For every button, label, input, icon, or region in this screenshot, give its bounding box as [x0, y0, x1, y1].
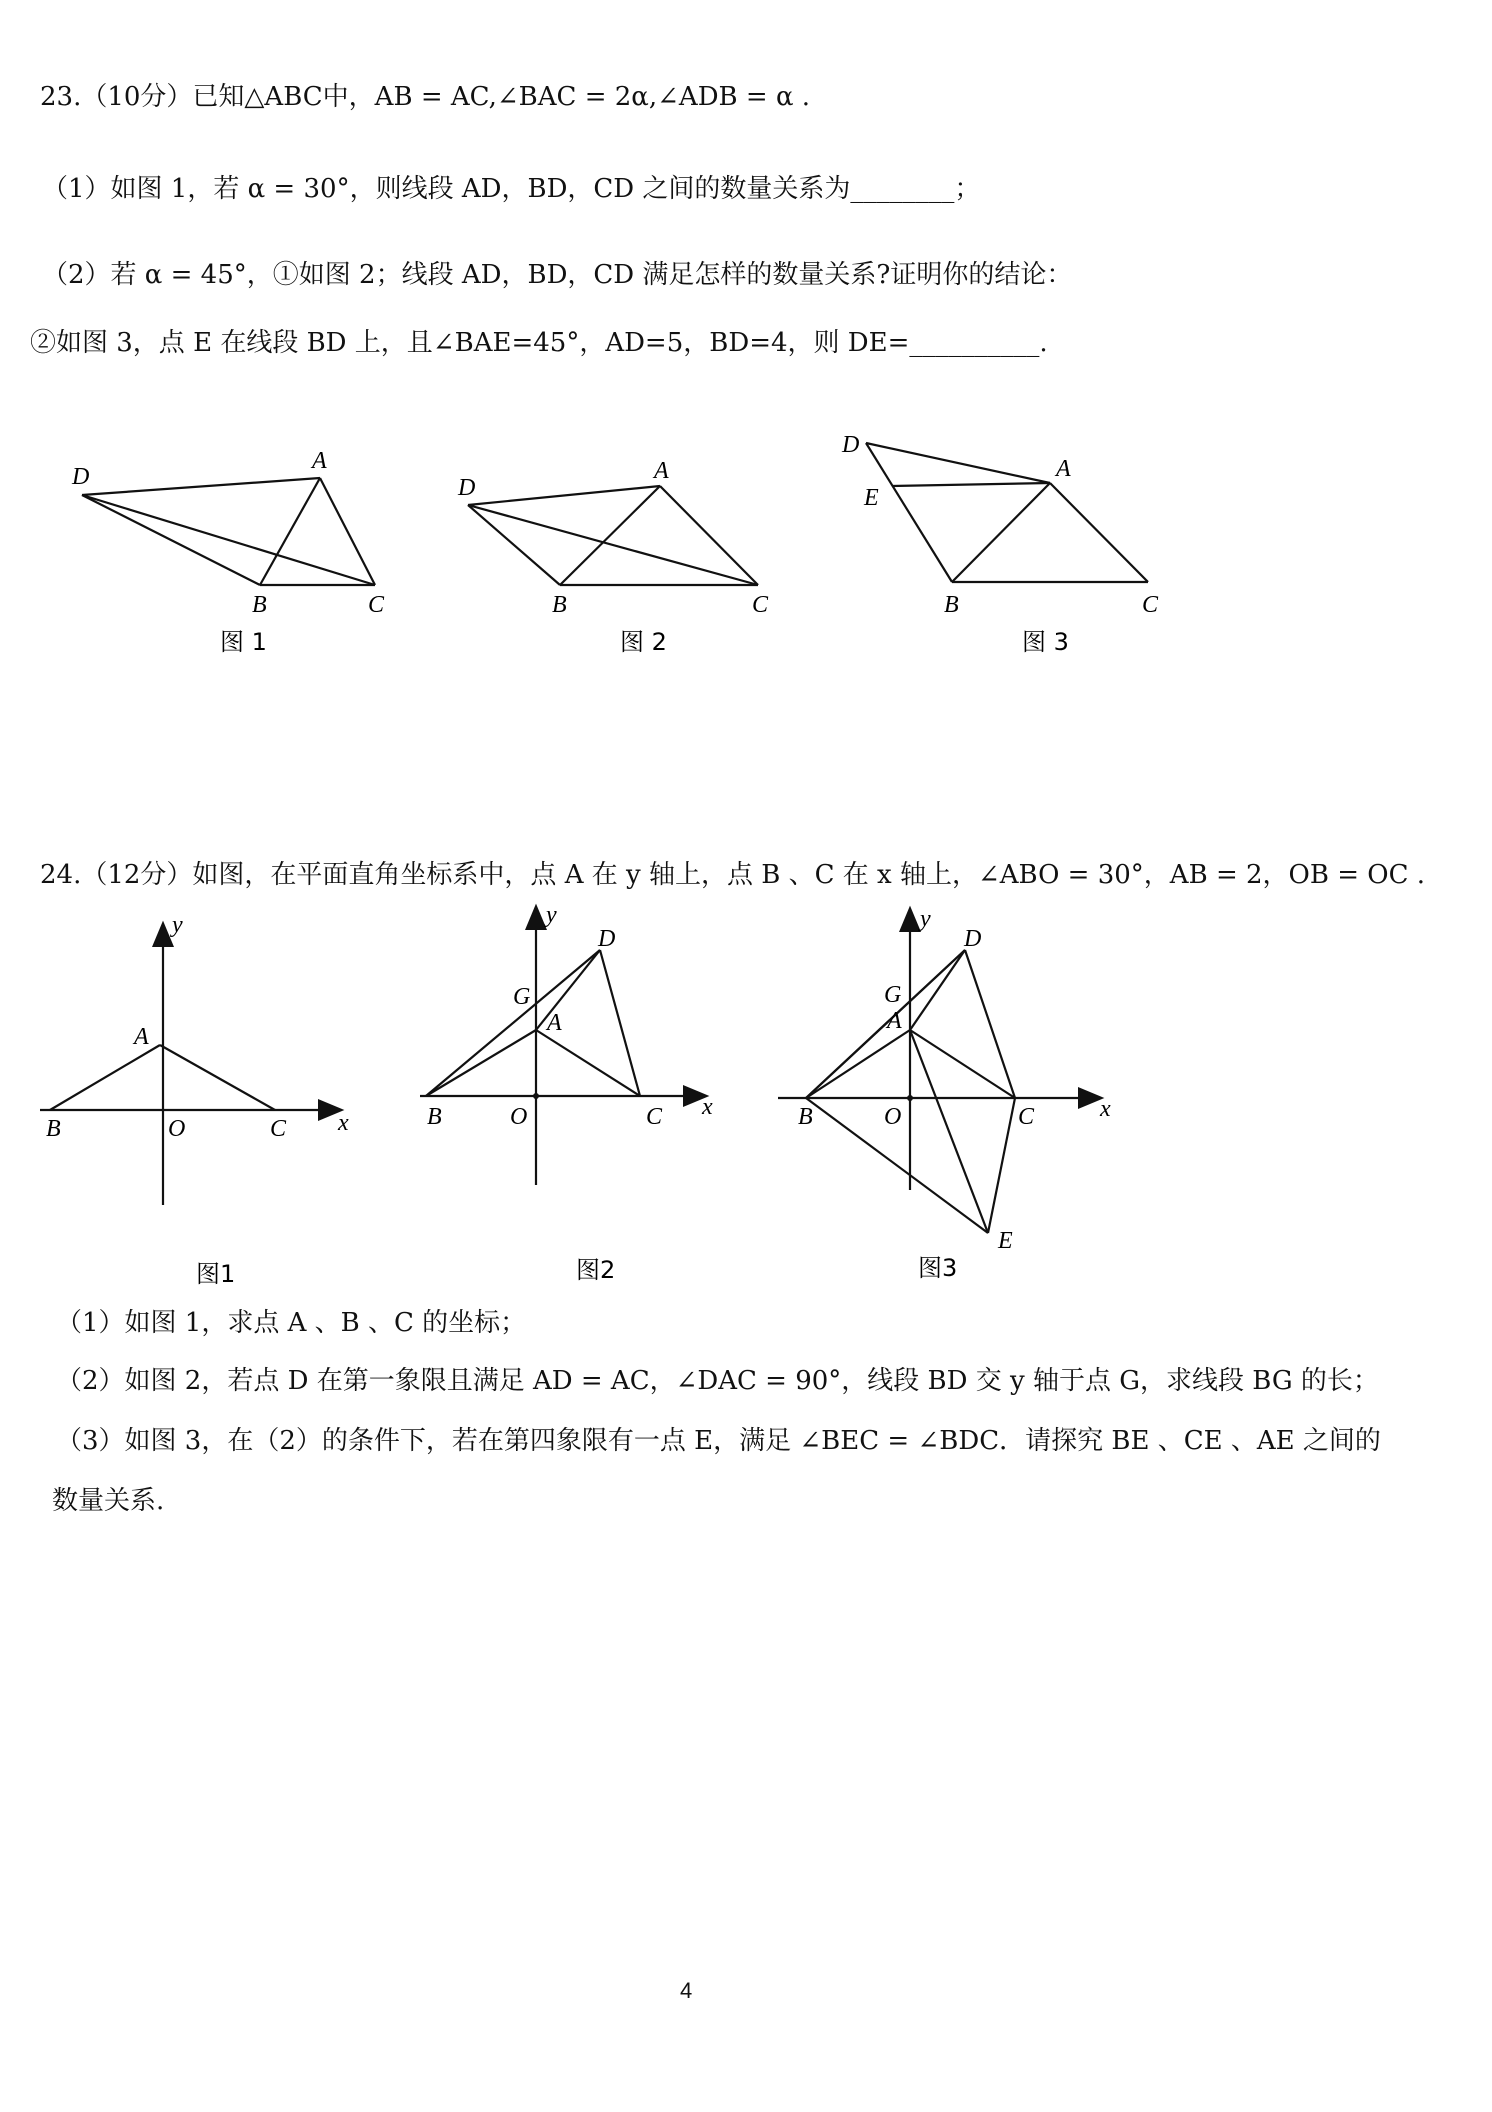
q24-fig3-label-B: B: [798, 1104, 813, 1130]
q23-fig3-label-C: C: [1142, 592, 1159, 618]
q24-fig3-label-x: x: [1100, 1096, 1111, 1122]
q24-part3: （3）如图 3，在（2）的条件下，若在第四象限有一点 E，满足 ∠BEC = ∠BDC．请探究 BE 、CE 、AE 之间的: [56, 1426, 1381, 1456]
q23-fig3-label-E: E: [864, 485, 879, 511]
q24-fig2-label-y: y: [546, 902, 557, 928]
q24-fig2-label-G: G: [513, 984, 531, 1010]
q24-fig1-caption: 图1: [196, 1260, 236, 1288]
q24-fig1-label-C: C: [270, 1116, 287, 1142]
q23-fig2: [468, 486, 758, 585]
q24-fig1-label-A: A: [134, 1024, 149, 1050]
q24-fig3-label-C: C: [1018, 1104, 1035, 1130]
q23-fig3-caption: 图 3: [1022, 628, 1069, 656]
q24-fig2-label-O: O: [510, 1104, 528, 1130]
q24-fig2-label-B: B: [427, 1104, 442, 1130]
q24-part3b: 数量关系.: [52, 1486, 165, 1516]
q23-fig1-label-D: D: [72, 464, 90, 490]
q24-part1: （1）如图 1，求点 A 、B 、C 的坐标；: [56, 1308, 527, 1338]
q24-fig3: [778, 910, 1100, 1233]
q24-fig3-label-O: O: [884, 1104, 902, 1130]
q24-fig2-label-D: D: [598, 926, 616, 952]
q23-fig1-label-B: B: [252, 592, 267, 618]
q23-fig3-label-B: B: [944, 592, 959, 618]
q24-fig3-label-A: A: [887, 1008, 902, 1034]
q24-fig1-label-x: x: [338, 1110, 349, 1136]
q24-fig2-label-x: x: [702, 1094, 713, 1120]
q24-fig1: [40, 925, 340, 1205]
q23-fig1-label-C: C: [368, 592, 385, 618]
q24-fig3-caption: 图3: [918, 1254, 958, 1282]
q23-fig2-label-A: A: [654, 458, 669, 484]
q24-fig1-label-y: y: [172, 912, 183, 938]
q24-fig1-label-B: B: [46, 1116, 61, 1142]
q24-fig2-label-A: A: [547, 1010, 562, 1036]
q23-fig2-label-B: B: [552, 592, 567, 618]
q24-header: 24.（12分）如图，在平面直角坐标系中，点 A 在 y 轴上，点 B 、C 在 x 轴上，∠ABO = 30°，AB = 2，OB = OC .: [40, 860, 1426, 890]
q24-fig1-label-O: O: [168, 1116, 186, 1142]
q23-fig1-caption: 图 1: [220, 628, 267, 656]
q24-fig2-label-C: C: [646, 1104, 663, 1130]
q24-fig3-label-D: D: [964, 926, 982, 952]
q23-fig2-label-D: D: [458, 475, 476, 501]
q23-fig1: [82, 478, 375, 585]
q24-fig3-label-E: E: [998, 1228, 1013, 1254]
q23-fig3-label-A: A: [1056, 456, 1071, 482]
q23-fig2-caption: 图 2: [620, 628, 667, 656]
page-number: 4: [680, 1978, 693, 2003]
q24-fig2-caption: 图2: [576, 1256, 616, 1284]
q24-figures: [0, 900, 1492, 1300]
q23-fig3: [866, 443, 1148, 582]
q23-part2: （2）若 α = 45°，①如图 2；线段 AD，BD，CD 满足怎样的数量关系?证明你的结论：: [42, 260, 1073, 290]
q24-fig3-label-y: y: [920, 906, 931, 932]
q24-fig3-label-G: G: [884, 982, 902, 1008]
q23-header: 23.（10分）已知△ABC中，AB = AC,∠BAC = 2α,∠ADB = α .: [40, 82, 811, 112]
q23-figures: [0, 420, 1492, 670]
q24-part2: （2）如图 2，若点 D 在第一象限且满足 AD = AC，∠DAC = 90°，线段 BD 交 y 轴于点 G，求线段 BG 的长；: [56, 1366, 1379, 1396]
q23-part1: （1）如图 1，若 α = 30°，则线段 AD，BD，CD 之间的数量关系为________；: [42, 174, 981, 204]
q23-fig1-label-A: A: [312, 448, 327, 474]
q23-fig2-label-C: C: [752, 592, 769, 618]
q24-fig2: [420, 908, 705, 1185]
q23-part2b: ②如图 3，点 E 在线段 BD 上，且∠BAE=45°，AD=5，BD=4，则 DE=__________.: [30, 328, 1048, 358]
q23-fig3-label-D: D: [842, 432, 860, 458]
